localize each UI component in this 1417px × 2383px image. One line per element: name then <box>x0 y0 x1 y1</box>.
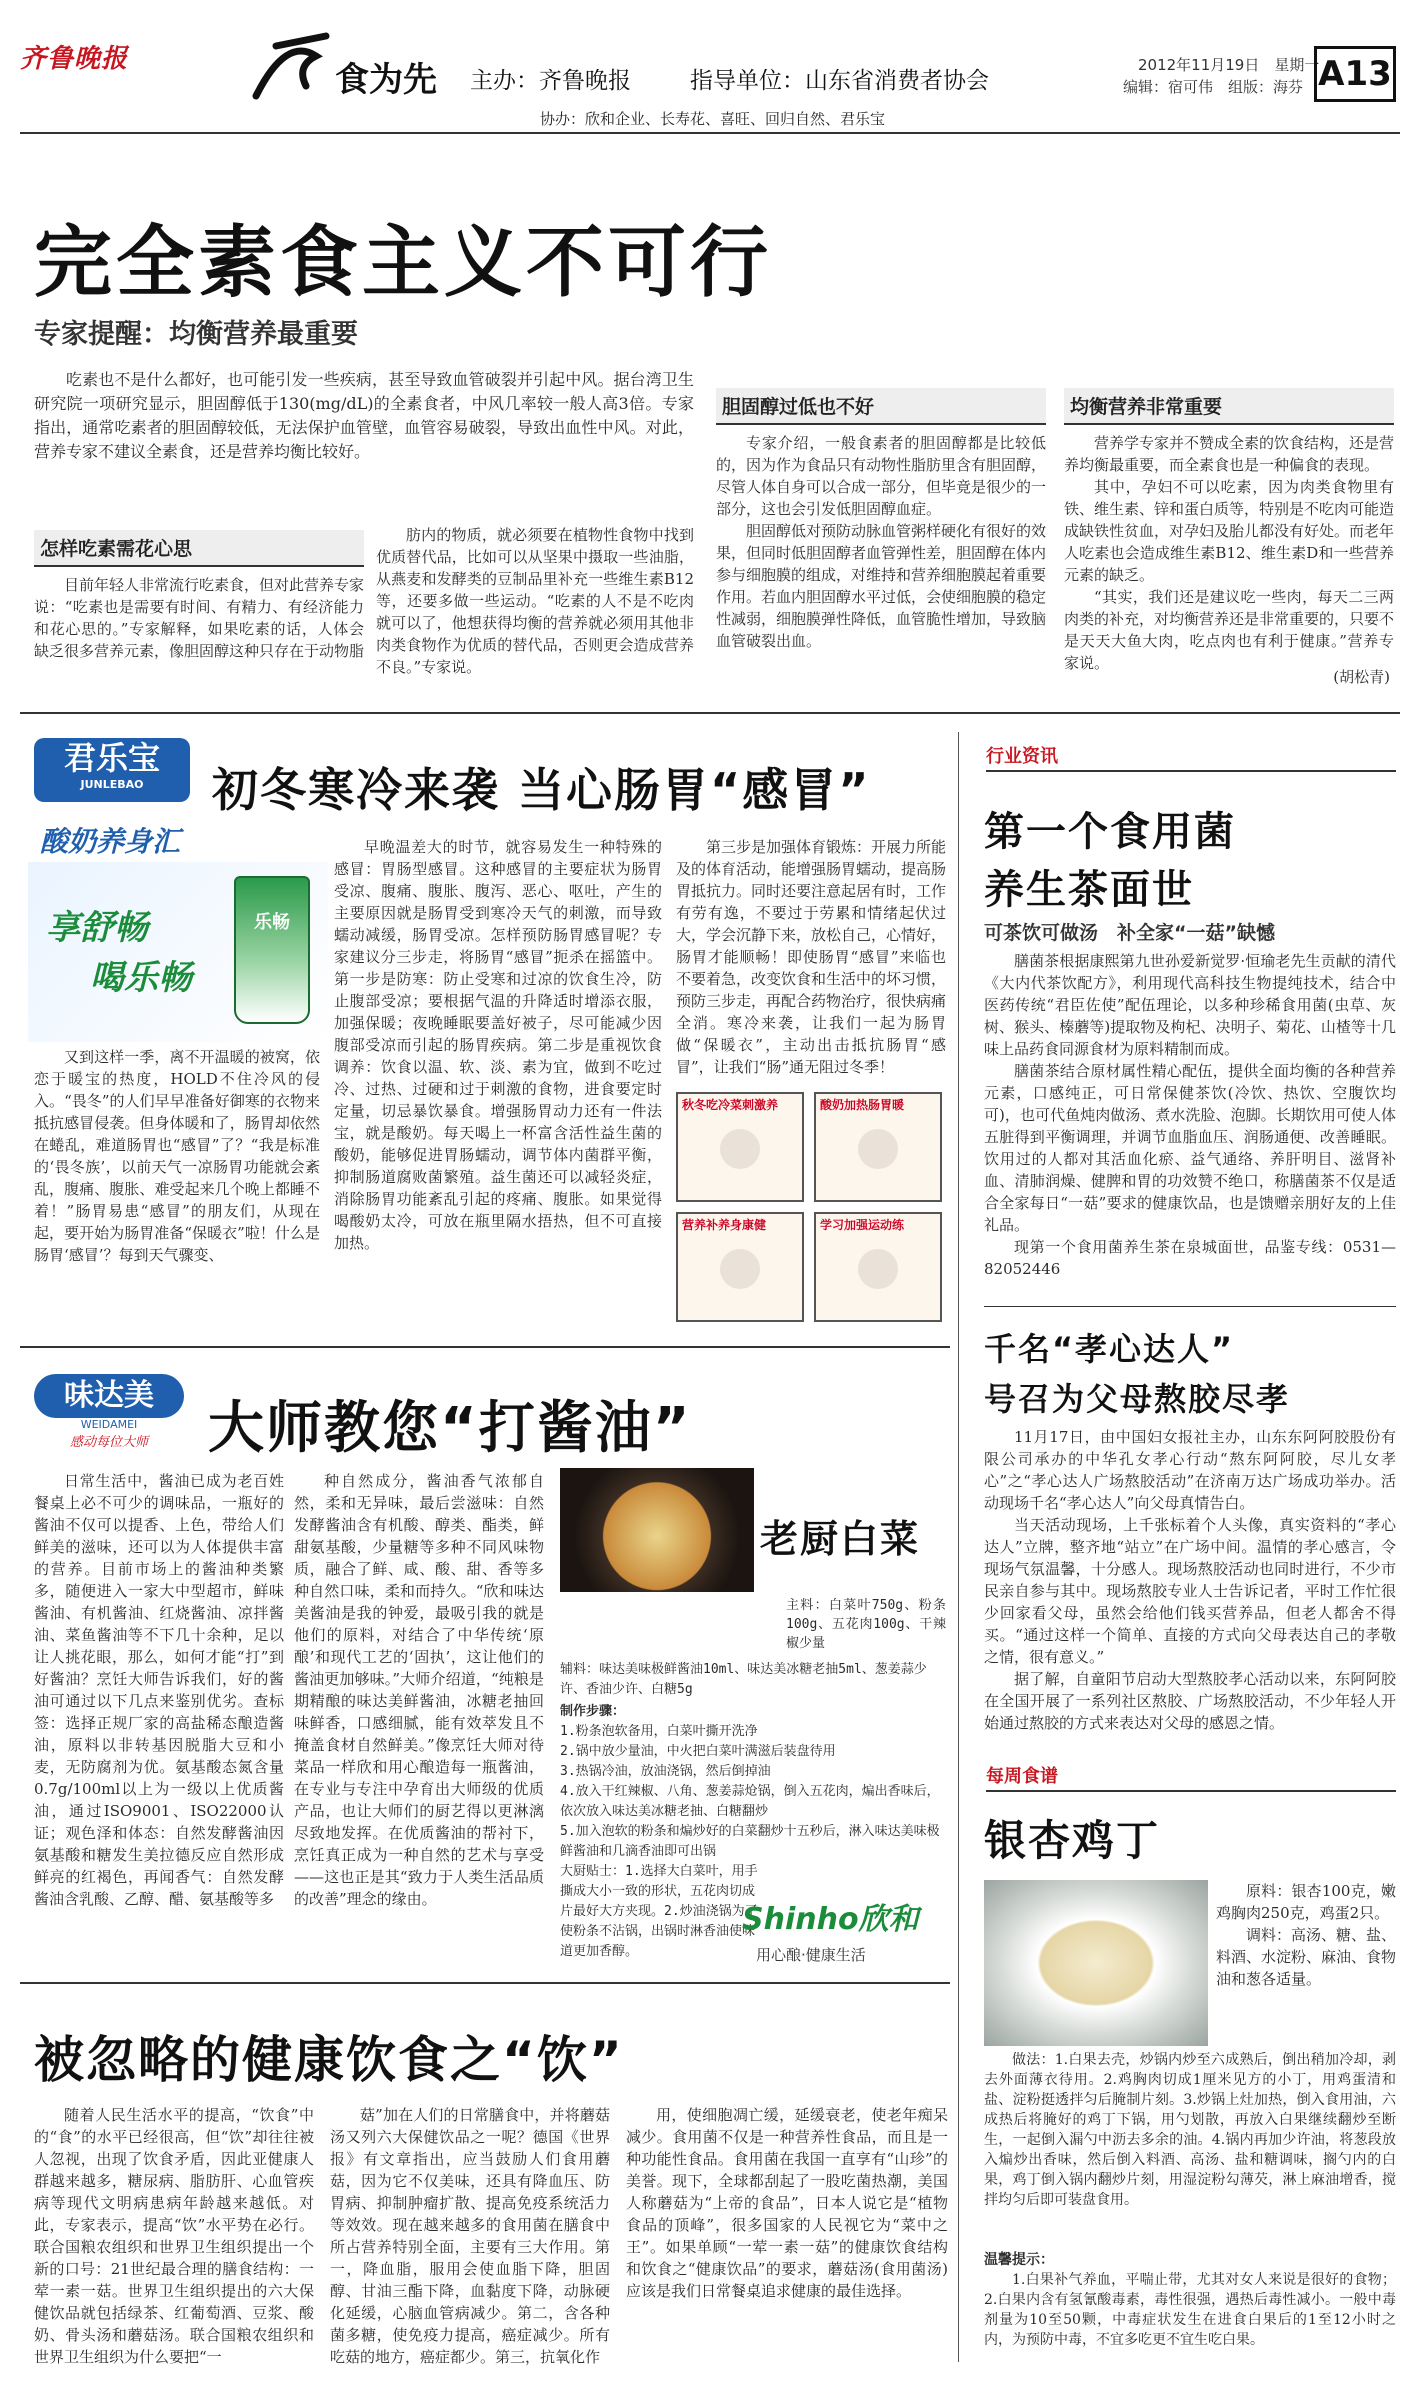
lead-headline: 完全素食主义不可行 <box>34 218 773 308</box>
weekly-recipe-tag <box>986 1762 1396 1792</box>
dish-title: 银杏鸡丁 <box>984 1816 1161 1865</box>
recipe-tips: 大厨贴士：1.选择大白菜叶，用手撕成大小一致的形状，五花肉切成片最好大方夹现。2.炒油浇锅为了使粉条不沾锅，出锅时淋香油使味道更加香醇。 <box>560 1864 758 1959</box>
recipe-step: 1.粉条泡软备用，白菜叶撕开洗净 <box>560 1724 758 1739</box>
junlebao-brand: 君乐宝 <box>63 739 160 777</box>
industry-news-label: 行业资讯 <box>986 746 1058 767</box>
bottom-col3: 用，使细胞凋亡缓，延缓衰老，使老年痴呆减少。食用菌不仅是一种营养性食品，而且是一种功能性食品。食用菌在我国一直享有“山珍”的美誉。现下，全球都刮起了一股吃菌热潮，美国人称蘑菇为“上帝的食品”，日本人说它是“植物食品的顶峰”，很多国家的人民视它为“菜中之王”。如果单顾“一荤一素一菇”的健康饮食结构和饮食之“健康饮品”的要求，蘑菇汤(食用菌汤)应该是我们日常餐桌追求健康的最佳选择。 <box>626 2106 948 2300</box>
comic-caption-3: 营养补养身康健 <box>682 1218 767 1232</box>
junlebao-col3: 第三步是加强体育锻炼：开展力所能及的体育活动，能增强肠胃蠕动，提高肠胃抵抗力。同时还要注意起居有时，工作有劳有逸，不要过于劳累和情绪起伏过大，学会沉静下来，放松自己，心情好，肠胃才能顺畅！即使肠胃“感冒”来临也不要着急，改变饮食和生活中的坏习惯，预防三步走，再配合药物治疗，很快病痛全消。寒冷来袭，让我们一起为肠胃做“保暖衣”，主动出击抵抗肠胃“感冒”，让我们“肠”通无阻过冬季！ <box>676 838 947 1076</box>
comic-panel-4 <box>814 1212 942 1322</box>
dish-tip <box>984 2250 1396 2350</box>
lead-col4-text: 营养学专家并不赞成全素的饮食结构，还是营养均衡最重要，而全素食也是一种偏食的表现。 其中，孕妇不可以吃素，因为肉类食物里有铁、维生素、锌和蛋白质等，特别是不吃肉可能造成缺铁性贫血，对孕妇及胎儿都没有好处。而老年人吃素也会造成维生素B12、维生素D和一些营养元素的缺乏。 “其实，我们还是建议吃一些肉，每天二三两肉类的补充，对均衡营养还是非常重要的，只要不是天天大鱼大肉，吃点肉也有利于健康。”营养专家说。 <box>1064 434 1395 672</box>
lead-col3-title: 胆固醇过低也不好 <box>716 388 1046 425</box>
lead-col3-text: 专家介绍，一般食素者的胆固醇都是比较低的，因为作为食品只有动物性脂肪里含有胆固醇，尽管人体自身可以合成一部分，但毕竟是很少的一部分，这也会引发低胆固醇血症。 胆固醇低对预防动脉血管粥样硬化有很好的效果，但同时低胆固醇者血管弹性差，胆固醇在体内参与细胞膜的组成，对维持和营养细胞膜起着重要作用。若血内胆固醇水平过低，会使细胞膜的稳定性减弱，细胞膜弹性降低，血管脆性增加，导致脑血管破裂出血。 <box>716 434 1047 650</box>
masthead-rule <box>20 132 1400 134</box>
junlebao-brand-en: JUNLEBAO <box>80 778 144 791</box>
editor-line: 编辑：宿可伟 组版：海芬 <box>1123 78 1304 96</box>
weidamei-bottom-rule <box>20 1982 950 1984</box>
recipe-seasoning: 辅料：味达美味极鲜酱油10ml、味达美冰糖老抽5ml、葱姜蒜少许、香油少许、白糖5g <box>560 1662 927 1697</box>
weidamei-brand-en: WEIDAMEI <box>80 1418 138 1431</box>
weidamei-slogan: 感动每位大师 <box>69 1435 148 1450</box>
dish-tip-text: 1.白果补气养血，平喘止带，尤其对女人来说是很好的食物；2.白果内含有氢氰酸毒素，毒性很强，遇热后毒性减小。一般中毒剂量为10至50颗，中毒症状发生在进食白果后的1至12小时之内，为预防中毒，不宜多吃更不宜生吃白果。 <box>984 2272 1396 2348</box>
filial-headline-2: 号召为父母熬胶尽孝 <box>984 1380 1291 1418</box>
recipe-step: 3.热锅冷油，放油浇锅，然后倒掉油 <box>560 1764 771 1779</box>
weidamei-col1: 日常生活中，酱油已成为老百姓餐桌上必不可少的调味品，一瓶好的酱油不仅可以提香、上色，带给人们鲜美的滋味，还可以为人体提供丰富的营养。目前市场上的酱油种类繁多，随便进入一家大中型超市，鲜味酱油、有机酱油、红烧酱油、凉拌酱油、菜鱼酱油等不下几十余种，足以让人挑花眼，那么，如何才能“打”到好酱油？烹饪大师告诉我们，好的酱油可通过以下几点来鉴别优劣。查标签：选择正规厂家的高盐稀态酿造酱油，原料以非转基因脱脂大豆和小麦，无防腐剂为优。氨基酸态氮含量0.7g/100ml以上为一级以上优质酱油，通过ISO9001、ISO22000认证；观色泽和体态：自然发酵酱油因氨基酸和糖发生美拉德反应自然形成鲜亮的红褐色，再闻香气：自然发酵酱油含乳酸、乙醇、醋、氨基酸等多 <box>34 1472 284 1908</box>
filial-headline-1: 千名“孝心达人” <box>984 1330 1235 1368</box>
recipe-step: 2.锅中放少量油，中火把白菜叶满滋后装盘待用 <box>560 1744 836 1759</box>
recipe-ingredients: 主料：白菜叶750g、粉条100g、五花肉100g、干辣椒少量 <box>786 1598 946 1651</box>
section-title: 食为先 <box>335 60 437 100</box>
comic-caption-2: 酸奶加热肠胃暖 <box>820 1098 905 1112</box>
recipe-step: 5.加入泡软的粉条和煸炒好的白菜翻炒十五秒后，淋入味达美味极鲜酱油和几滴香油即可出锅 <box>560 1824 940 1859</box>
shinho-slogan: 用心酿·健康生活 <box>756 1946 866 1964</box>
weidamei-headline: 大师教您“打酱油” <box>208 1396 692 1461</box>
ginkgo-chicken-photo <box>984 1880 1208 2046</box>
lead-byline: (胡松青) <box>1333 668 1390 686</box>
right-column-divider <box>958 732 959 2362</box>
yogurt-cup-image <box>234 876 310 1024</box>
bottom-headline: 被忽略的健康饮食之“饮” <box>34 2031 624 2089</box>
weekly-recipe-label: 每周食谱 <box>986 1766 1058 1787</box>
junlebao-slogan: 酸奶养身汇 <box>40 825 181 858</box>
lead-bottom-rule <box>20 712 1400 714</box>
recipe-steps-title: 制作步骤： <box>560 1704 626 1719</box>
recipe-step: 4.放入干红辣椒、八角、葱姜蒜炝锅，倒入五花肉，煸出香味后，依次放入味达美冰糖老抽、白糖翻炒 <box>560 1784 940 1819</box>
tea-headline-1: 第一个食用菌 <box>984 809 1236 855</box>
tea-text: 膳菌茶根据康熙第九世孙爱新觉罗·恒瑜老先生贡献的清代《大内代茶饮配方》，利用现代高科技生物提纯技术，结合中医药传统“君臣佐使”配伍理论，以多种珍稀食用菌(虫草、灰树、猴头、榛蘑等)提取物及枸杞、决明子、菊花、山楂等十几味上品药食同源食材为原料精制而成。 膳菌茶结合原材属性精心配伍，提供全面均衡的各种营养元素，口感纯正，可日常保健茶饮(冷饮、热饮、空腹饮均可)，也可代鱼炖肉做汤、煮水洗脸、泡脚。长期饮用可使人体五脏得到平衡调理，并调节血脂血压、润肠通便、改善睡眠。饮用过的人都对其活血化瘀、益气通络、养肝明目、滋肾补血、清肺润燥、健脾和胃的功效赞不绝口，称膳菌茶不仅是适合全家每日“一菇”要求的健康饮品，也是馈赠亲朋好友的上佳礼品。 现第一个食用菌养生茶在泉城面世，品鉴专线：0531—82052446 <box>984 952 1396 1278</box>
shinho-logo: Shinho欣和 <box>742 1902 919 1937</box>
weidamei-col2: 种自然成分，酱油香气浓郁自然，柔和无异味，最后尝滋味：自然发酵酱油含有机酸、醇类、酯类，鲜甜氨基酸，少量糖等多种不同风味物质，融合了鲜、咸、酸、甜、香等多种自然口味，柔和而持久。“欣和味达美酱油是我的钟爱，最吸引我的就是他们的原料，对结合了中华传统‘原酿’和现代工艺的‘固执’，这让他们的酱油更加够味。”大师介绍道，“纯粮是期精酿的味达美鲜酱油，冰糖老抽回味鲜香，口感细腻，能有效萃发且不掩盖食材自然鲜美。”像烹饪大师对待菜品一样欣和用心酿造每一瓶酱油，在专业与专注中孕育出大师级的优质产品，也让大师们的厨艺得以更淋漓尽致地发挥。在优质酱油的帮衬下，烹饪真正成为一种自然的艺术与享受——这也正是其“致力于人类生活品质的改善”理念的缘由。 <box>294 1472 544 1908</box>
junlebao-col1: 又到这样一季，离不开温暖的被窝，依恋于暖宝的热度，HOLD不住冷风的侵入。“畏冬”的人们早早准备好御寒的衣物来抵抗感冒侵袭。但身体暖和了，肠胃却依然在蜷乱，难道肠胃也“感冒”了？“我是标准的‘畏冬族’，以前天气一凉肠胃功能就会紊乱，腹痛、腹胀、难受起来几个晚上都睡不着！”肠胃易患“感冒”的朋友们，从现在起，要开始为肠胃准备“保暖衣”啦！什么是肠胃‘感冒’？每到天气骤变、 <box>34 1048 320 1264</box>
weidamei-logo <box>34 1374 184 1452</box>
cabbage-dish-photo <box>560 1468 754 1592</box>
page-number: A13 <box>1318 54 1392 94</box>
tea-bottom-rule <box>984 1306 1396 1307</box>
yogurt-cup-label: 乐畅 <box>254 912 290 933</box>
lead-intro: 吃素也不是什么都好，也可能引发一些疾病，甚至导致血管破裂并引起中风。据台湾卫生研究院一项研究显示，胆固醇低于130(mg/dL)的全素食者，中风几率较一般人高3倍。专家指出，通常吃素者的胆固醇较低，无法保护血管壁，血管容易破裂，导致出血性中风。对此，营养专家不建议全素食，还是营养均衡比较好。 <box>34 370 694 461</box>
lead-col1-text: 目前年轻人非常流行吃素食，但对此营养专家说：“吃素也是需要有时间、有精力、有经济能力和花心思的。”专家解释，如果吃素的话，人体会缺乏很多营养元素，像胆固醇这种只存在于动物脂 <box>34 576 365 660</box>
issue-date: 2012年11月19日 星期一 <box>1138 56 1320 74</box>
partners: 协办：欣和企业、长寿花、喜旺、回归自然、君乐宝 <box>540 110 886 128</box>
comic-panel-1 <box>676 1092 804 1202</box>
organizer: 主办：齐鲁晚报 <box>470 68 631 94</box>
junlebao-logo <box>34 738 190 802</box>
junlebao-slogan-2: 享舒畅 <box>46 908 148 948</box>
junlebao-ad-graphic <box>28 862 328 1042</box>
tea-headline-2: 养生茶面世 <box>984 867 1194 913</box>
comic-panel-2 <box>814 1092 942 1202</box>
dish-tip-title: 温馨提示： <box>984 2252 1054 2268</box>
recipe-title: 老厨白菜 <box>760 1517 921 1561</box>
dish-method: 做法：1.白果去壳，炒锅内炒至六成熟后，倒出稍加冷却，剥去外面薄衣待用。2.鸡胸肉切成1厘米见方的小丁，用鸡蛋清和盐、淀粉挺透拌匀后腌制片刻。3.炒锅上灶加热，倒入食用油，六成热后将腌好的鸡丁下锅，用勺划散，再放入白果继续翻炒至断生，一起倒入漏勺中沥去多余的油。4.锅内再加少许油，将葱段放入煸炒出香味，然后倒入料酒、高汤、盐和糖调味，搁勺内的白果，鸡丁倒入锅内翻炒片刻，用湿淀粉勾薄芡，淋上麻油增香，搅拌均匀后即可装盘食用。 <box>984 2052 1396 2208</box>
lead-col2-text: 肪内的物质，就必须要在植物性食物中找到优质替代品，比如可以从坚果中摄取一些油脂，从燕麦和发酵类的豆制品里补充一些维生素B12等，还要多做一些运动。“吃素的人不是不吃肉就可以了，他想获得均衡的营养就必须用其他非肉类食物作为优质的替代品，否则更会造成营养不良。”专家说。 <box>376 526 694 676</box>
comic-panel-3 <box>676 1212 804 1322</box>
junlebao-slogan-3: 喝乐畅 <box>90 958 192 998</box>
junlebao-col2: 早晚温差大的时节，就容易发生一种特殊的感冒：胃肠型感冒。这种感冒的主要症状为肠胃受凉、腹痛、腹胀、腹泻、恶心、呕吐，产生的主要原因就是肠胃受到寒冷天气的刺激，而导致蠕动减缓，肠胃受凉。怎样预防肠胃感冒呢？专家建议分三步走，将肠胃“感冒”扼杀在摇篮中。第一步是防寒：防止受寒和过凉的饮食生冷，防止腹部受凉；要根据气温的升降适时增添衣服，加强保暖；夜晚睡眠要盖好被子，尽可能减少因腹部受凉而引起的肠胃疾病。第二步是重视饮食调养：饮食以温、软、淡、素为宜，做到不吃过冷、过热、过硬和过于刺激的食物，进食要定时定量，切忌暴饮暴食。增强肠胃动力还有一件法宝，就是酸奶。每天喝上一杯富含活性益生菌的酸奶，能够促进胃肠蠕动，调节体内菌群平衡，抑制肠道腐败菌繁殖。益生菌还可以减轻炎症，消除肠胃功能紊乱引起的疼痛、腹胀。如果觉得喝酸奶太冷，可放在瓶里隔水捂热，但不可直接加热。 <box>334 838 662 1252</box>
page-number-box <box>1314 46 1396 102</box>
lead-subhead: 专家提醒：均衡营养最重要 <box>34 319 358 350</box>
tea-subhead: 可茶饮可做汤 补全家“一菇”缺憾 <box>984 922 1275 944</box>
bottom-col2: 菇”加在人们的日常膳食中，并将蘑菇汤又列六大保健饮品之一呢？德国《世界报》有文章指出，应当鼓励人们食用蘑菇，因为它不仅美味，还具有降血压、防胃病、抑制肿瘤扩散、提高免疫系统活力等效效。现在越来越多的食用菌在膳食中所占营养特别全面，主要有三大作用。第一，降血脂，服用会使血脂下降，胆固醇、甘油三酯下降，血黏度下降，动脉硬化延缓，心脑血管病减少。第二，含各种菌多糖，使免疫力提高，癌症减少。所有吃菇的地方，癌症都少。第三，抗氧化作 <box>330 2106 610 2366</box>
weidamei-brand: 味达美 <box>34 1374 184 1418</box>
lead-col1-title: 怎样吃素需花心思 <box>34 530 364 567</box>
guide-unit: 指导单位：山东省消费者协会 <box>690 68 989 94</box>
filial-text: 11月17日，由中国妇女报社主办，山东东阿阿胶股份有限公司承办的中华孔女孝心行动“熬东阿阿胶，尽儿女孝心”之“孝心达人广场熬胶活动”在济南万达广场成功举办。活动现场千名“孝心达人”向父母真情告白。 当天活动现场，上千张标着个人头像，真实资料的“孝心达人”立牌，整齐地“站立”在广场中间。温情的孝心感言，令现场气氛温馨，十分感人。现场熬胶活动也同时进行，不少市民亲自参与其中。现场熬胶专业人士告诉记者，平时工作忙很少回家看父母，虽然会给他们钱买营养品，但老人都舍不得买。“通过这样一个简单、直接的方式向父母表达自己的孝敬之情，很有意义。” 据了解，自童阳节启动大型熬胶孝心活动以来，东阿阿胶在全国开展了一系列社区熬胶、广场熬胶活动，不少年轻人开始通过熬胶的方式来表达对父母的感恩之情。 <box>984 1428 1396 1732</box>
lead-col4-title: 均衡营养非常重要 <box>1064 388 1394 425</box>
dish-ingredients: 原料：银杏100克，嫩鸡胸肉250克，鸡蛋2只。 调料：高汤、糖、盐、料酒、水淀粉、麻油、食物油和葱各适量。 <box>1216 1882 1397 1988</box>
comic-caption-1: 秋冬吃冷菜刺激养 <box>682 1098 779 1112</box>
junlebao-bottom-rule <box>20 1346 950 1348</box>
paper-logo: 齐鲁晚报 <box>20 44 129 74</box>
comic-caption-4: 学习加强运动练 <box>820 1218 905 1232</box>
bottom-col1: 随着人民生活水平的提高，“饮食”中的“食”的水平已经很高，但“饮”却往往被人忽视，出现了饮食矛盾，因此亚健康人群越来越多，糖尿病、脂肪肝、心血管疾病等现代文明病患病年龄越来越低。对此，专家表示，提高“饮”水平势在必行。联合国粮农组织和世界卫生组织提出一个新的口号：21世纪最合理的膳食结构：一荤一素一菇。世界卫生组织提出的六大保健饮品就包括绿茶、红葡萄酒、豆浆、酸奶、骨头汤和蘑菇汤。联合国粮农组织和世界卫生组织为什么要把“一 <box>34 2106 314 2366</box>
junlebao-headline: 初冬寒冷来袭 当心肠胃“感冒” <box>212 763 871 817</box>
industry-news-tag <box>986 742 1396 772</box>
